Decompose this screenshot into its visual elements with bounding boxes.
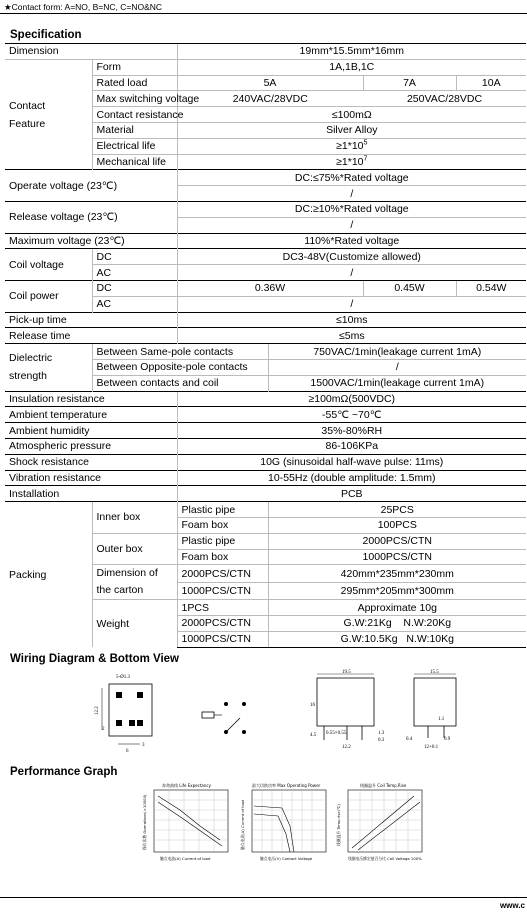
- row-shock-resistance: [5, 454, 526, 470]
- weight-c-label: 1000PCS/CTN: [177, 631, 268, 647]
- carton-a-label: 2000PCS/CTN: [177, 565, 268, 583]
- ambient-temperature-value: -55℃ ~70℃: [177, 407, 526, 423]
- max-operating-power-graph: [238, 780, 330, 866]
- pin-4: [129, 720, 135, 726]
- insulation-value: ≥100mΩ(500VDC): [177, 391, 526, 407]
- vibration-resistance-value: 10-55Hz (double amplitude: 1.5mm): [177, 470, 526, 486]
- row-vibration-resistance: [5, 470, 526, 486]
- front-03-label: 0.3: [378, 738, 385, 743]
- row-installation: [5, 486, 526, 502]
- g3-curve-1: [352, 796, 414, 848]
- row-maximum-voltage: [5, 233, 526, 249]
- wiring-schematic: [196, 694, 258, 740]
- installation-value: PCB: [177, 486, 526, 502]
- dielectric-opposite-label: Between Opposite-pole contacts: [92, 359, 268, 375]
- coil-voltage-ac: /: [177, 265, 526, 281]
- coil-power-v3: 0.54W: [456, 280, 526, 296]
- ambient-temperature-label: Ambient temperature: [5, 407, 177, 423]
- carton-b-value: 295mm*205mm*300mm: [268, 582, 526, 600]
- side-width-label: 15.5: [430, 670, 439, 675]
- dim-2-label: 2: [102, 727, 105, 732]
- coil-temp-rise-graph: [334, 780, 426, 866]
- outer-plastic-label: Plastic pipe: [177, 533, 268, 549]
- pin-pitch-label: 5-Ø1.3: [116, 675, 131, 680]
- inner-foam-label: Foam box: [177, 517, 268, 533]
- contact-node-4: [242, 730, 246, 734]
- shock-resistance-value: 10G (sinusoidal half-wave pulse: 11ms): [177, 454, 526, 470]
- row-insulation: [5, 391, 526, 407]
- mechanical-life-value: $\ge 1*10^7$: [177, 154, 526, 170]
- g2-xlabel: 触点电压(V) Contact Voltage: [260, 856, 313, 861]
- top-rule: [0, 13, 527, 14]
- maximum-voltage-value: 110%*Rated voltage: [177, 233, 526, 249]
- row-dielectric-same: [5, 344, 526, 360]
- front-122-label: 12.2: [342, 745, 351, 750]
- front-view-diagram: [302, 668, 392, 754]
- g2-ylabel: 触点电流(A) Current of load: [240, 799, 245, 850]
- g2-grid: [252, 790, 326, 852]
- row-pickup-time: [5, 312, 526, 328]
- weight-label: Weight: [92, 600, 177, 647]
- bottom-view-outline: [109, 684, 152, 736]
- front-width-label: 19.5: [342, 670, 351, 675]
- dim-3-label: 3: [142, 743, 145, 748]
- g1-curve-1: [158, 796, 220, 840]
- contact-form-note: ★Contact form: A=NO, B=NC, C=NO&NC: [4, 2, 163, 12]
- g1-xlabel: 触点电流(A) Current of load: [160, 856, 211, 861]
- ambient-humidity-value: 35%-80%RH: [177, 423, 526, 439]
- ambient-humidity-label: Ambient humidity: [5, 423, 177, 439]
- outer-foam-value: 1000PCS/CTN: [268, 549, 526, 565]
- contact-node-1: [224, 702, 228, 706]
- row-ambient-humidity: [5, 423, 526, 439]
- dimension-label: Dimension: [5, 44, 177, 60]
- outer-foam-label: Foam box: [177, 549, 268, 565]
- row-release-voltage-dc: [5, 201, 526, 217]
- performance-title: Performance Graph: [10, 766, 118, 778]
- dielectric-coil-label: Between contacts and coil: [92, 375, 268, 391]
- max-switching-voltage-label: Max switching voltage: [92, 91, 177, 107]
- g1-ylabel: 操作次数 Operations(×10000): [142, 794, 147, 850]
- coil-power-label: Coil power: [5, 280, 92, 312]
- carton-b-label: 1000PCS/CTN: [177, 582, 268, 600]
- weight-b-value: G.W:21Kg N.W:20Kg: [268, 616, 526, 632]
- g3-grid: [348, 790, 422, 852]
- coil-voltage-ac-label: AC: [92, 265, 177, 281]
- pin-2: [137, 692, 143, 698]
- operate-voltage-label: Operate voltage (23℃): [5, 170, 177, 202]
- life-expectancy-graph: [140, 780, 232, 866]
- coil-voltage-label: Coil voltage: [5, 249, 92, 281]
- electrical-life-label: Electrical life: [92, 138, 177, 154]
- side-view-diagram: [404, 668, 470, 754]
- rated-load-10a: 10A: [456, 75, 526, 91]
- inner-foam-value: 100PCS: [268, 517, 526, 533]
- footer-url[interactable]: www.c: [499, 901, 525, 910]
- pickup-time-value: ≤10ms: [177, 312, 526, 328]
- coil-power-v1: 0.36W: [177, 280, 363, 296]
- g3-xlabel: 线圈电压额定值百分比 Coil Voltage 100%: [348, 856, 422, 861]
- contact-resistance-label: Contact resistance: [92, 107, 177, 123]
- weight-b-label: 2000PCS/CTN: [177, 616, 268, 632]
- dielectric-same-label: Between Same-pole contacts: [92, 344, 268, 360]
- dimension-value: 19mm*15.5mm*16mm: [177, 44, 526, 60]
- material-label: Material: [92, 122, 177, 138]
- row-form: [5, 59, 526, 75]
- form-label: Form: [92, 59, 177, 75]
- release-voltage-label: Release voltage (23℃): [5, 201, 177, 233]
- wiring-title: Wiring Diagram & Bottom View: [10, 653, 180, 665]
- g2-title: 最大切换功率 Max Operating Power: [252, 783, 321, 788]
- g3-curve-2: [358, 802, 420, 850]
- installation-label: Installation: [5, 486, 177, 502]
- dielectric-coil-value: 1500VAC/1min(leakage current 1mA): [268, 375, 526, 391]
- weight-a-label: 1PCS: [177, 600, 268, 616]
- operate-voltage-ac: /: [177, 186, 526, 202]
- dim-122-label: 12.2: [95, 706, 100, 715]
- g2-frame: [252, 790, 326, 852]
- side-04-label: 0.4: [406, 737, 413, 742]
- coil-power-ac-label: AC: [92, 296, 177, 312]
- g3-frame: [348, 790, 422, 852]
- dielectric-label: Dielectric strength: [5, 344, 92, 391]
- row-coil-power-dc: [5, 280, 526, 296]
- atmospheric-pressure-value: 86-106KPa: [177, 438, 526, 454]
- inner-plastic-label: Plastic pipe: [177, 502, 268, 518]
- g3-title: 线圈温升 Coil Temp.Rise: [360, 783, 407, 788]
- carton-label: Dimension of the carton: [92, 565, 177, 600]
- release-time-label: Release time: [5, 328, 177, 344]
- operate-voltage-dc: DC:≤75%*Rated voltage: [177, 170, 526, 186]
- front-height-label: 16: [310, 703, 315, 708]
- mechanical-life-label: Mechanical life: [92, 154, 177, 170]
- side-09-label: 0.9: [444, 737, 451, 742]
- rated-load-7a: 7A: [363, 75, 456, 91]
- contact-node-2: [242, 702, 246, 706]
- material-value: Silver Alloy: [177, 122, 526, 138]
- row-dimension: [5, 44, 526, 60]
- inner-plastic-value: 25PCS: [268, 502, 526, 518]
- row-release-time: [5, 328, 526, 344]
- dim-6-label: 6: [126, 749, 129, 754]
- rated-load-5a: 5A: [177, 75, 363, 91]
- row-inner-plastic: [5, 502, 526, 518]
- coil-symbol: [202, 712, 214, 718]
- front-pin-label: 0.55×0.55: [326, 731, 347, 736]
- g3-ylabel: 线圈温升 Temp.rise(℃): [336, 804, 341, 846]
- release-voltage-ac: /: [177, 217, 526, 233]
- atmospheric-pressure-label: Atmospheric pressure: [5, 438, 177, 454]
- switch-arm: [226, 718, 240, 732]
- specification-title: Specification: [10, 29, 82, 41]
- pin-1: [116, 692, 122, 698]
- pin-5: [137, 720, 143, 726]
- max-switching-voltage-v1: 240VAC/28VDC: [177, 91, 363, 107]
- g1-title: 寿命曲线 Life Expectancy: [162, 783, 211, 788]
- vibration-resistance-label: Vibration resistance: [5, 470, 177, 486]
- contact-resistance-value: ≤100mΩ: [177, 107, 526, 123]
- weight-c-value: G.W:10.5Kg N.W:10Kg: [268, 631, 526, 647]
- release-voltage-dc: DC:≥10%*Rated voltage: [177, 201, 526, 217]
- row-atmospheric-pressure: [5, 438, 526, 454]
- row-operate-voltage-dc: [5, 170, 526, 186]
- row-coil-voltage-dc: [5, 249, 526, 265]
- coil-voltage-dc-label: DC: [92, 249, 177, 265]
- pin-3: [116, 720, 122, 726]
- coil-power-dc-label: DC: [92, 280, 177, 296]
- electrical-life-value: $\ge 1*10^5$: [177, 138, 526, 154]
- outer-plastic-value: 2000PCS/CTN: [268, 533, 526, 549]
- dielectric-same-value: 750VAC/1min(leakage current 1mA): [268, 344, 526, 360]
- bottom-rule: [0, 897, 527, 898]
- form-value: 1A,1B,1C: [177, 59, 526, 75]
- maximum-voltage-label: Maximum voltage (23℃): [5, 233, 177, 249]
- insulation-label: Insulation resistance: [5, 391, 177, 407]
- shock-resistance-label: Shock resistance: [5, 454, 177, 470]
- specification-table: [5, 43, 526, 648]
- side-12-label: 12+0.1: [424, 745, 439, 750]
- dielectric-opposite-value: /: [268, 359, 526, 375]
- outer-box-label: Outer box: [92, 533, 177, 565]
- release-time-value: ≤5ms: [177, 328, 526, 344]
- side-view-body: [414, 678, 456, 726]
- coil-power-v2: 0.45W: [363, 280, 456, 296]
- g2-curve-1: [254, 806, 294, 852]
- front-13-label: 1.3: [378, 731, 385, 736]
- carton-a-value: 420mm*235mm*230mm: [268, 565, 526, 583]
- weight-a-value: Approximate 10g: [268, 600, 526, 616]
- max-switching-voltage-v2: 250VAC/28VDC: [363, 91, 526, 107]
- front-view-body: [317, 678, 374, 726]
- g1-curve-2: [158, 802, 222, 846]
- rated-load-label: Rated load: [92, 75, 177, 91]
- coil-voltage-dc: DC3-48V(Customize allowed): [177, 249, 526, 265]
- packing-label: Packing: [5, 502, 92, 648]
- front-45-label: 4.5: [310, 733, 317, 738]
- row-ambient-temperature: [5, 407, 526, 423]
- side-11-label: 1.1: [438, 717, 445, 722]
- pickup-time-label: Pick-up time: [5, 312, 177, 328]
- contact-feature-label: Contact Feature: [5, 59, 92, 170]
- coil-power-ac: /: [177, 296, 526, 312]
- inner-box-label: Inner box: [92, 502, 177, 534]
- bottom-view-diagram: [92, 670, 162, 758]
